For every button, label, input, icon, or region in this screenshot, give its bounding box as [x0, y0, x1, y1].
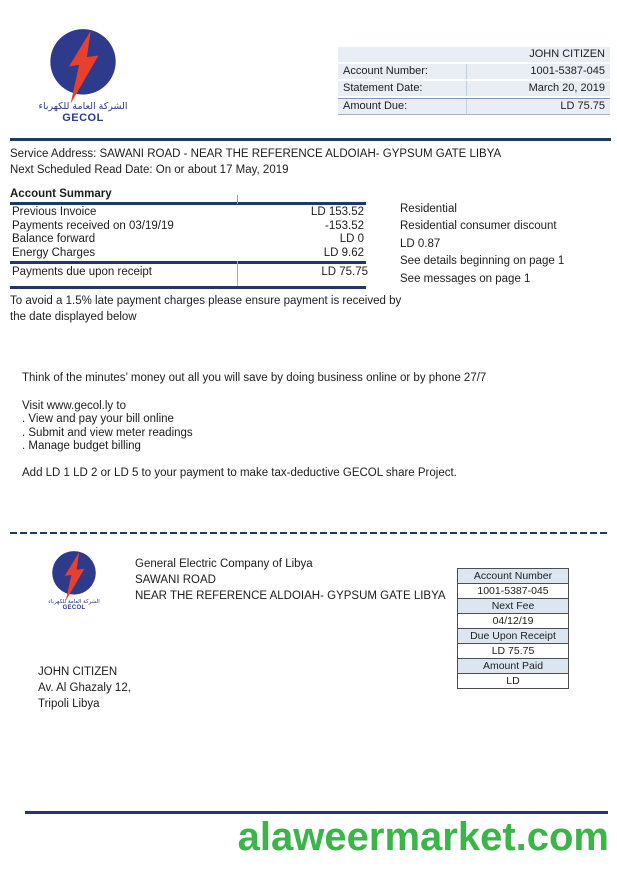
lightning-bolt-icon-small	[48, 549, 100, 605]
payments-received-value: -153.52	[324, 219, 364, 232]
customer-name-row	[338, 47, 610, 62]
statement-date-value: March 20, 2019	[528, 82, 605, 94]
account-number-row	[338, 64, 610, 79]
previous-invoice-row	[10, 206, 366, 220]
customer-street-line: Av. Al Ghazaly 12,	[38, 682, 131, 694]
rate-class-note: Residential	[400, 203, 457, 215]
stub-amount-paid-value: LD	[458, 673, 568, 688]
company-city-line: NEAR THE REFERENCE ALDOIAH- GYPSUM GATE LIBYA	[135, 590, 446, 602]
customer-name: JOHN CITIZEN	[529, 48, 605, 60]
payments-due-label: Payments due upon receipt	[12, 266, 153, 278]
amount-due-value: LD 75.75	[560, 100, 605, 112]
bullet-meter-readings: . Submit and view meter readings	[22, 426, 193, 439]
statement-date-row	[338, 81, 610, 96]
payments-received-label: Payments received on 03/19/19	[12, 219, 174, 232]
previous-invoice-value: LD 153.52	[310, 206, 364, 218]
payments-due-row	[10, 266, 370, 278]
rate-notes-block	[400, 201, 564, 288]
summary-mid-rule	[10, 261, 366, 264]
customer-address-block	[38, 664, 131, 712]
energy-charges-value: LD 9.62	[323, 246, 364, 259]
account-number-label: Account Number:	[343, 65, 428, 77]
amount-due-label: Amount Due:	[343, 100, 408, 112]
gecol-logo	[30, 26, 136, 124]
balance-forward-value: LD 0	[339, 233, 364, 245]
next-read-date-line: Next Scheduled Read Date: On or about 17 May, 2019	[10, 164, 289, 176]
company-name-line: General Electric Company of Libya	[135, 558, 313, 570]
payment-stub-table	[457, 568, 569, 689]
discount-amount-note: LD 0.87	[400, 237, 441, 250]
account-info-table	[338, 47, 610, 117]
footer-rule	[25, 811, 608, 814]
balance-forward-row	[10, 233, 366, 247]
account-summary-title: Account Summary	[10, 188, 112, 200]
energy-charges-row	[10, 247, 366, 261]
account-summary-table	[10, 206, 366, 260]
logo-arabic-text-small: الشركة العامة للكهرباء	[48, 599, 100, 605]
details-note: See details beginning on page 1	[400, 255, 565, 268]
company-address-block	[135, 556, 446, 604]
header-rule	[10, 138, 611, 141]
tear-off-dashed-rule	[10, 532, 610, 534]
stub-next-fee-header: Next Fee	[458, 598, 568, 613]
statement-date-label: Statement Date:	[343, 82, 423, 94]
payments-due-value: LD 75.75	[321, 266, 368, 278]
account-number-value: 1001-5387-045	[530, 65, 605, 77]
stub-due-upon-receipt-value: LD 75.75	[458, 643, 568, 658]
visit-line: Visit www.gecol.ly to	[22, 399, 126, 412]
messages-note: See messages on page 1	[400, 272, 531, 285]
service-address-line: Service Address: SAWANI ROAD - NEAR THE REFERENCE ALDOIAH- GYPSUM GATE LIBYA	[10, 148, 502, 160]
message-intro: Think of the minutes’ money out all you will save by doing business online or by phone 27/7	[22, 372, 487, 384]
messages-block	[22, 366, 486, 480]
stub-amount-paid-header: Amount Paid	[458, 658, 568, 673]
logo-gecol-text: GECOL	[62, 112, 104, 124]
balance-forward-label: Balance forward	[12, 233, 96, 245]
share-project-line: Add LD 1 LD 2 or LD 5 to your payment to make tax-deductive GECOL share Project.	[22, 466, 457, 479]
service-address-block	[10, 146, 501, 178]
lightning-bolt-icon	[44, 26, 122, 110]
customer-name-line: JOHN CITIZEN	[38, 666, 118, 678]
payments-received-row	[10, 220, 366, 234]
bullet-pay-online: . View and pay your bill online	[22, 413, 174, 425]
discount-note: Residential consumer discount	[400, 220, 557, 233]
summary-bottom-rule	[10, 286, 366, 289]
summary-column-tick	[237, 195, 238, 204]
summary-title-rule	[10, 202, 366, 205]
stub-due-upon-receipt-header: Due Upon Receipt	[458, 628, 568, 643]
stub-account-number-header: Account Number	[458, 569, 568, 583]
stub-account-number-value: 1001-5387-045	[458, 583, 568, 598]
gecol-logo-small	[36, 549, 112, 612]
bullet-budget-billing: . Manage budget billing	[22, 440, 141, 452]
logo-gecol-text-small: GECOL	[62, 605, 86, 611]
watermark-text: alaweermarket.com	[237, 815, 609, 859]
customer-city-line: Tripoli Libya	[38, 698, 100, 710]
energy-charges-label: Energy Charges	[12, 246, 96, 259]
previous-invoice-label: Previous Invoice	[12, 206, 97, 218]
stub-next-fee-value: 04/12/19	[458, 613, 568, 628]
logo-arabic-text: الشركة العامة للكهرباء	[38, 101, 128, 112]
company-street-line: SAWANI ROAD	[135, 574, 216, 586]
late-payment-notice: To avoid a 1.5% late payment charges please ensure payment is received by the date displayed below	[10, 295, 402, 323]
amount-due-row	[338, 98, 610, 115]
